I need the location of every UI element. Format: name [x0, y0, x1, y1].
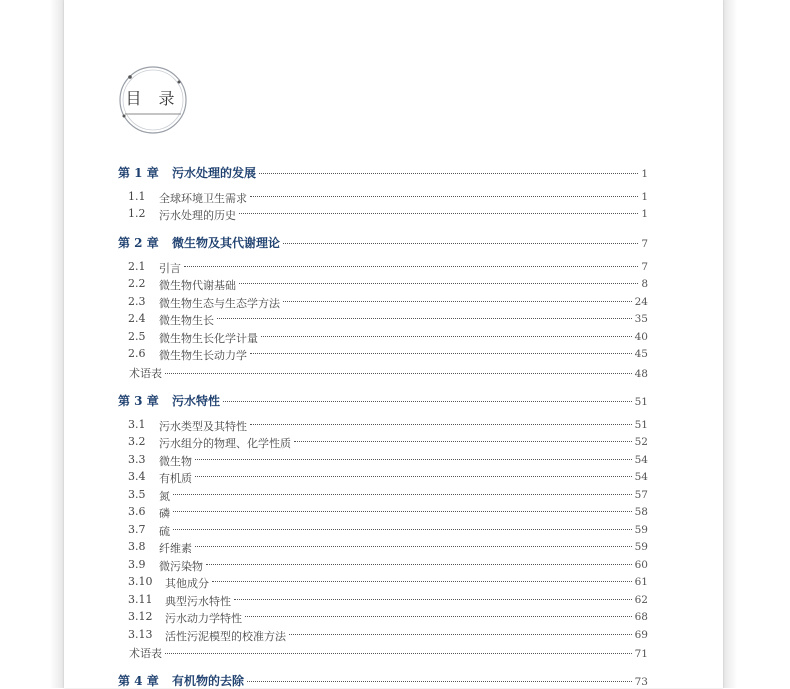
- toc-page-number: 60: [634, 559, 648, 571]
- toc-page-number: 24: [634, 296, 648, 308]
- toc-page-number: 62: [634, 594, 648, 606]
- toc-entry-label: [128, 190, 247, 206]
- dot-leader: [173, 529, 632, 530]
- toc-entry-number: 3.1: [128, 418, 146, 431]
- toc-entry-number: 第 1 章: [118, 166, 159, 180]
- dot-leader: [239, 213, 638, 214]
- toc-entry-label: [118, 672, 244, 689]
- toc-section-row[interactable]: [118, 277, 648, 293]
- toc-chapter-row[interactable]: [118, 234, 648, 251]
- toc-page-number: 59: [634, 541, 648, 553]
- toc-page-number: 52: [634, 436, 648, 448]
- toc-chapter-row[interactable]: [118, 164, 648, 181]
- toc-entry-label: [128, 488, 170, 504]
- dot-leader: [250, 353, 632, 354]
- dot-leader: [250, 424, 632, 425]
- toc-entry-title: 术语表: [129, 367, 162, 380]
- toc-entry-label: [128, 540, 192, 556]
- toc-page-number: 40: [634, 331, 648, 343]
- toc-entry-number: 3.13: [128, 628, 153, 641]
- toc-entry-number: 2.5: [128, 330, 146, 343]
- toc-entry-number: 1.1: [128, 190, 146, 203]
- toc-page-number: 57: [634, 489, 648, 501]
- toc-entry-number: 2.3: [128, 295, 146, 308]
- document-page: [64, 0, 723, 688]
- toc-page-number: 54: [634, 471, 648, 483]
- page-shadow-right: [723, 0, 737, 688]
- toc-entry-title: 有机质: [159, 472, 192, 485]
- toc-page-number: 48: [634, 368, 648, 380]
- toc-entry-number: 第 4 章: [118, 674, 159, 688]
- dot-leader: [250, 196, 638, 197]
- toc-entry-title: 磷: [159, 507, 170, 520]
- toc-entry-number: 3.6: [128, 505, 146, 518]
- toc-entry-title: 微生物生长: [159, 314, 214, 327]
- toc-entry-label: [128, 453, 192, 469]
- toc-entry-number: 2.6: [128, 347, 146, 360]
- dot-leader: [259, 173, 638, 174]
- toc-entry-label: [128, 593, 231, 609]
- toc-entry-number: 3.3: [128, 453, 146, 466]
- toc-entry-label: [128, 505, 170, 521]
- toc-entry-number: 3.5: [128, 488, 146, 501]
- toc-entry-number: 3.9: [128, 558, 146, 571]
- toc-title: 目 录: [125, 89, 181, 108]
- dot-leader: [173, 494, 632, 495]
- toc-section-row[interactable]: [118, 418, 648, 434]
- dot-leader: [206, 564, 632, 565]
- toc-page-number: 7: [641, 238, 648, 250]
- toc-page-number: 8: [641, 278, 648, 290]
- toc-entry-label: [128, 295, 280, 311]
- toc-page-number: 45: [634, 348, 648, 360]
- dot-leader: [195, 476, 632, 477]
- dot-leader: [165, 373, 632, 374]
- toc-section-row[interactable]: [118, 575, 648, 591]
- toc-section-row[interactable]: [118, 207, 648, 223]
- dot-leader: [247, 681, 632, 682]
- toc-section-row[interactable]: [118, 488, 648, 504]
- dot-leader: [223, 401, 632, 402]
- toc-page-number: 58: [634, 506, 648, 518]
- toc-entry-title: 污水处理的历史: [159, 209, 236, 222]
- toc-page-number: 7: [641, 261, 648, 273]
- toc-entry-title: 全球环境卫生需求: [159, 192, 247, 205]
- toc-section-row[interactable]: [118, 558, 648, 574]
- toc-entry-title: 微生物生态与生态学方法: [159, 297, 280, 310]
- toc-section-row[interactable]: [118, 540, 648, 556]
- toc-entry-title: 污水类型及其特性: [159, 420, 247, 433]
- toc-entry-number: 2.1: [128, 260, 146, 273]
- toc-page-number: 51: [634, 396, 648, 408]
- toc-entry-number: 2.2: [128, 277, 146, 290]
- toc-entry-label: [128, 347, 247, 363]
- toc-entry-number: 第 2 章: [118, 236, 159, 250]
- toc-page-number: 54: [634, 454, 648, 466]
- toc-section-row[interactable]: [118, 295, 648, 311]
- toc-entry-title: 污水组分的物理、化学性质: [159, 437, 291, 450]
- toc-section-row[interactable]: [118, 505, 648, 521]
- toc-entry-title: 微生物生长化学计量: [159, 332, 258, 345]
- toc-entry-number: 3.8: [128, 540, 146, 553]
- toc-entry-label: [128, 470, 192, 486]
- dot-leader: [165, 653, 632, 654]
- toc-entry-label: [128, 312, 214, 328]
- toc-entry-label: [128, 330, 258, 346]
- toc-entry-label: [118, 392, 220, 409]
- toc-page-number: 35: [634, 313, 648, 325]
- toc-entry-label: [128, 610, 242, 626]
- toc-page-number: 59: [634, 524, 648, 536]
- toc-emblem: [117, 64, 189, 136]
- toc-entry-label: [129, 365, 162, 381]
- toc-page-number: 68: [634, 611, 648, 623]
- dot-leader: [239, 283, 638, 284]
- toc-entry-number: 3.4: [128, 470, 146, 483]
- toc-entry-number: 3.10: [128, 575, 153, 588]
- toc-entry-label: [128, 628, 286, 644]
- toc-entry-number: 3.2: [128, 435, 146, 448]
- toc-glossary-row[interactable]: [118, 645, 648, 661]
- toc-entry-title: 引言: [159, 262, 181, 275]
- toc-chapter-row[interactable]: [118, 392, 648, 409]
- toc-page-number: 51: [634, 419, 648, 431]
- toc-entry-title: 微生物生长动力学: [159, 349, 247, 362]
- page-shadow-left: [50, 0, 64, 688]
- toc-section-row[interactable]: [118, 628, 648, 644]
- toc-entry-title: 硫: [159, 525, 170, 538]
- toc-entry-title: 其他成分: [165, 577, 209, 590]
- toc-page-number: 1: [641, 208, 648, 220]
- toc-page-number: 1: [641, 191, 648, 203]
- dot-leader: [234, 599, 632, 600]
- dot-leader: [217, 318, 632, 319]
- toc-section-row[interactable]: [118, 190, 648, 206]
- toc-entry-title: 术语表: [129, 647, 162, 660]
- toc-entry-label: [118, 164, 256, 181]
- toc-entry-number: 1.2: [128, 207, 146, 220]
- toc-entry-title: 微生物代谢基础: [159, 279, 236, 292]
- toc-page-number: 69: [634, 629, 648, 641]
- dot-leader: [283, 301, 632, 302]
- toc-entry-title: 氮: [159, 490, 170, 503]
- toc-section-row[interactable]: [118, 453, 648, 469]
- toc-section-row[interactable]: [118, 347, 648, 363]
- toc-entry-number: 第 3 章: [118, 394, 159, 408]
- toc-entry-number: 3.11: [128, 593, 153, 606]
- toc-section-row[interactable]: [118, 593, 648, 609]
- toc-entry-label: [128, 260, 181, 276]
- toc-entry-label: [128, 435, 291, 451]
- dot-leader: [289, 634, 632, 635]
- toc-section-row[interactable]: [118, 610, 648, 626]
- toc-entry-title: 微生物及其代谢理论: [172, 236, 281, 250]
- toc-section-row[interactable]: [118, 260, 648, 276]
- toc-section-row[interactable]: [118, 523, 648, 539]
- toc-page-number: 73: [634, 676, 648, 688]
- toc-entry-title: 典型污水特性: [165, 595, 231, 608]
- toc-entry-title: 有机物的去除: [172, 674, 245, 688]
- toc-entry-label: [128, 558, 203, 574]
- toc-entry-title: 污水处理的发展: [172, 166, 257, 180]
- toc-page-number: 61: [634, 576, 648, 588]
- dot-leader: [173, 511, 632, 512]
- dot-leader: [294, 441, 632, 442]
- toc-entry-number: 3.7: [128, 523, 146, 536]
- toc-entry-title: 纤维素: [159, 542, 192, 555]
- toc-entry-label: [129, 645, 162, 661]
- toc-section-row[interactable]: [118, 470, 648, 486]
- toc-entry-title: 污水动力学特性: [165, 612, 242, 625]
- dot-leader: [212, 581, 632, 582]
- toc-entry-number: 3.12: [128, 610, 153, 623]
- dot-leader: [195, 459, 632, 460]
- toc-entry-label: [128, 523, 170, 539]
- toc-entry-number: 2.4: [128, 312, 146, 325]
- toc-entry-label: [118, 234, 280, 251]
- toc-entry-title: 微污染物: [159, 560, 203, 573]
- toc-entry-title: 活性污泥模型的校准方法: [165, 630, 286, 643]
- dot-leader: [195, 546, 632, 547]
- dot-leader: [245, 616, 632, 617]
- dot-leader: [283, 243, 638, 244]
- toc-section-row[interactable]: [118, 330, 648, 346]
- toc-page-number: 71: [634, 648, 648, 660]
- toc-section-row[interactable]: [118, 312, 648, 328]
- toc-entry-label: [128, 418, 247, 434]
- toc-entry-title: 微生物: [159, 455, 192, 468]
- toc-section-row[interactable]: [118, 435, 648, 451]
- dot-leader: [261, 336, 632, 337]
- toc-glossary-row[interactable]: [118, 365, 648, 381]
- toc-entry-label: [128, 575, 209, 591]
- toc-page-number: 1: [641, 168, 648, 180]
- dot-leader: [184, 266, 638, 267]
- toc-entry-label: [128, 207, 236, 223]
- toc-chapter-row[interactable]: [118, 672, 648, 689]
- toc-entry-title: 污水特性: [172, 394, 221, 408]
- toc-entry-label: [128, 277, 236, 293]
